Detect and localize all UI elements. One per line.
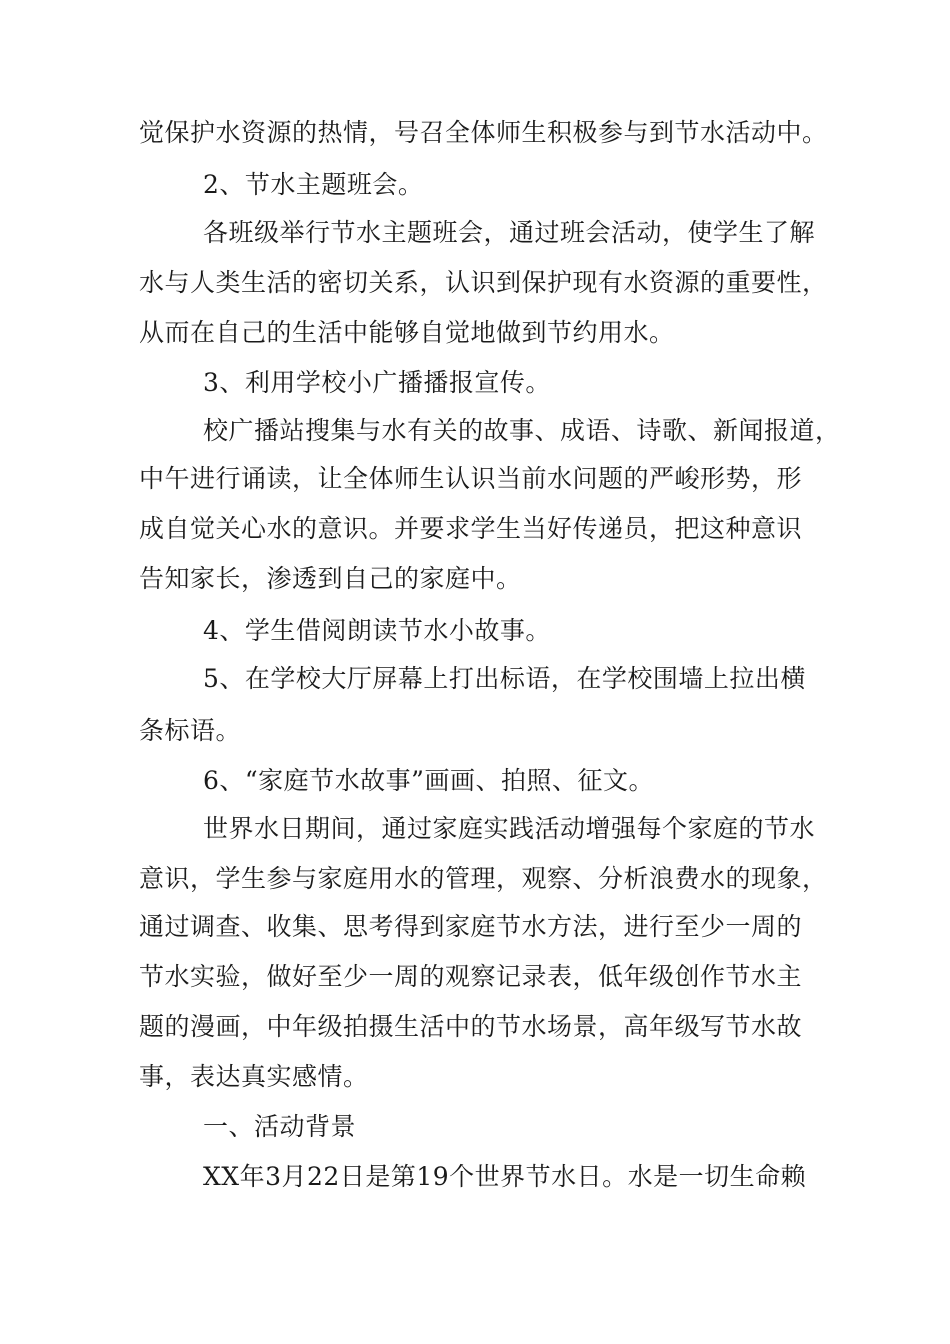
section-heading: 2、节水主题班会。 (203, 170, 424, 199)
text-line: 5、在学校大厅屏幕上打出标语，在学校围墙上拉出横 (203, 664, 806, 693)
text-line: 各班级举行节水主题班会，通过班会活动，使学生了解 (203, 218, 816, 247)
section-heading: 6、“家庭节水故事”画画、拍照、征文。 (203, 766, 654, 795)
text-line: 条标语。 (139, 716, 242, 745)
text-line: 通过调查、收集、思考得到家庭节水方法，进行至少一周的 (139, 912, 803, 941)
text-line: 事，表达真实感情。 (139, 1062, 369, 1091)
text-line: 从而在自己的生活中能够自觉地做到节约用水。 (139, 318, 675, 347)
text-line: 意识，学生参与家庭用水的管理，观察、分析浪费水的现象， (139, 864, 828, 893)
text-line: 世界水日期间，通过家庭实践活动增强每个家庭的节水 (203, 814, 816, 843)
text-line: 成自觉关心水的意识。并要求学生当好传递员，把这种意识 (139, 514, 803, 543)
text-line: 水与人类生活的密切关系，认识到保护现有水资源的重要性， (139, 268, 828, 297)
section-heading: 一、活动背景 (203, 1112, 357, 1141)
section-heading: 4、学生借阅朗读节水小故事。 (203, 616, 551, 645)
section-heading: 3、利用学校小广播播报宣传。 (203, 368, 551, 397)
text-line: XX年3月22日是第19个世界节水日。水是一切生命赖 (203, 1162, 807, 1191)
text-line: 校广播站搜集与水有关的故事、成语、诗歌、新闻报道， (203, 416, 841, 445)
text-line: 题的漫画，中年级拍摄生活中的节水场景，高年级写节水故 (139, 1012, 803, 1041)
text-line: 觉保护水资源的热情，号召全体师生积极参与到节水活动中。 (139, 118, 828, 147)
text-line: 告知家长，渗透到自己的家庭中。 (139, 564, 522, 593)
text-line: 节水实验，做好至少一周的观察记录表，低年级创作节水主 (139, 962, 803, 991)
text-line: 中午进行诵读，让全体师生认识当前水问题的严峻形势，形 (139, 464, 803, 493)
